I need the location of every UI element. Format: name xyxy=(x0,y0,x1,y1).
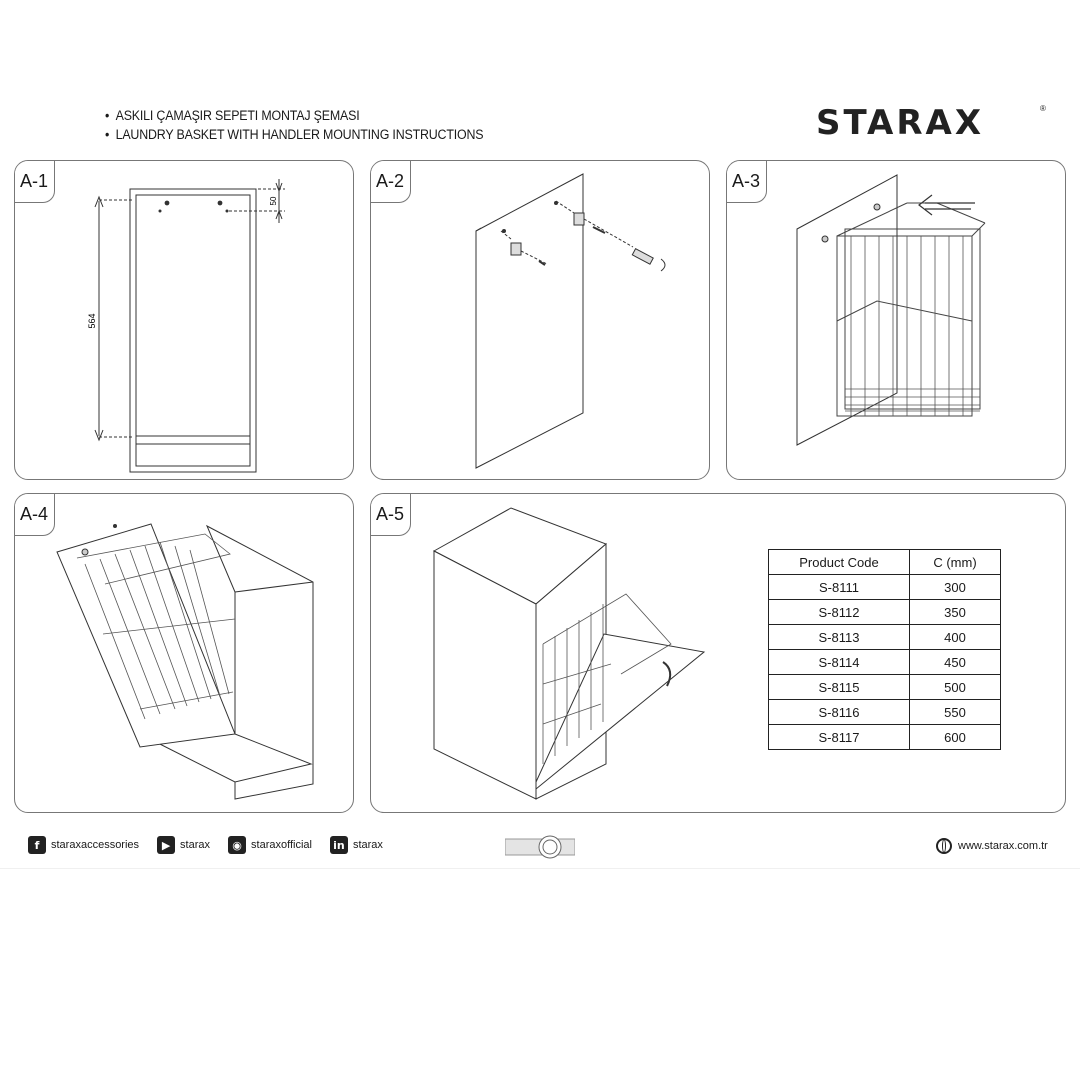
table-header-row xyxy=(769,550,1001,575)
table-row xyxy=(769,625,1001,650)
size-cell: 300 xyxy=(910,575,1001,600)
a1-cabinet-diagram xyxy=(15,161,353,479)
panel-a2 xyxy=(370,160,710,480)
certification-seal xyxy=(505,834,575,860)
dimension-height: 564 xyxy=(87,313,97,329)
panel-label-a1: A-1 xyxy=(14,160,55,203)
social-links xyxy=(28,836,401,854)
linkedin-link[interactable] xyxy=(330,836,383,854)
panel-label-a2: A-2 xyxy=(370,160,411,203)
product-code-cell: S-8116 xyxy=(769,700,910,725)
size-cell: 550 xyxy=(910,700,1001,725)
globe-icon xyxy=(936,838,952,854)
panel-label-a4: A-4 xyxy=(14,493,55,536)
instagram-icon: ◉ xyxy=(228,836,246,854)
size-cell: 400 xyxy=(910,625,1001,650)
youtube-handle: starax xyxy=(180,839,211,851)
product-code-cell: S-8117 xyxy=(769,725,910,750)
column-header-product-code: Product Code xyxy=(769,550,910,575)
table-row xyxy=(769,575,1001,600)
panel-label-a3: A-3 xyxy=(726,160,767,203)
youtube-link[interactable] xyxy=(157,836,210,854)
size-cell: 500 xyxy=(910,675,1001,700)
website-link[interactable] xyxy=(936,838,1048,854)
table-row xyxy=(769,675,1001,700)
title-english: • LAUNDRY BASKET WITH HANDLER MOUNTING INSTRUCTIONS xyxy=(105,125,483,144)
title-turkish: • ASKILI ÇAMAŞIR SEPETI MONTAJ ŞEMASI xyxy=(105,106,483,125)
panel-label-a5: A-5 xyxy=(370,493,411,536)
facebook-icon: f xyxy=(28,836,46,854)
size-cell: 350 xyxy=(910,600,1001,625)
size-cell: 600 xyxy=(910,725,1001,750)
table-row xyxy=(769,725,1001,750)
product-code-cell: S-8112 xyxy=(769,600,910,625)
table-row xyxy=(769,600,1001,625)
header-title xyxy=(105,106,483,144)
a2-hardware-diagram xyxy=(371,161,709,479)
website-url: www.starax.com.tr xyxy=(958,840,1048,852)
linkedin-handle: starax xyxy=(352,839,383,851)
page-divider xyxy=(0,868,1080,869)
panel-a4 xyxy=(14,493,354,813)
instagram-handle: staraxofficial xyxy=(251,839,312,851)
panel-a3 xyxy=(726,160,1066,480)
product-code-cell: S-8111 xyxy=(769,575,910,600)
product-code-cell: S-8114 xyxy=(769,650,910,675)
youtube-icon: ▶ xyxy=(157,836,175,854)
table-row xyxy=(769,700,1001,725)
product-size-table xyxy=(768,549,1001,750)
linkedin-icon: in xyxy=(330,836,348,854)
brand-logo: STARAX xyxy=(816,103,985,143)
registered-mark: ® xyxy=(1040,104,1046,113)
facebook-handle: staraxaccessories xyxy=(51,839,140,851)
a4-basket-tilt-diagram xyxy=(15,494,353,812)
dimension-top: 50 xyxy=(269,196,278,206)
column-header-c-mm: C (mm) xyxy=(910,550,1001,575)
facebook-link[interactable] xyxy=(28,836,139,854)
panel-a1 xyxy=(14,160,354,480)
a3-basket-mount-diagram xyxy=(727,161,1065,479)
product-code-cell: S-8113 xyxy=(769,625,910,650)
size-cell: 450 xyxy=(910,650,1001,675)
product-code-cell: S-8115 xyxy=(769,675,910,700)
instagram-link[interactable] xyxy=(228,836,312,854)
table-row xyxy=(769,650,1001,675)
